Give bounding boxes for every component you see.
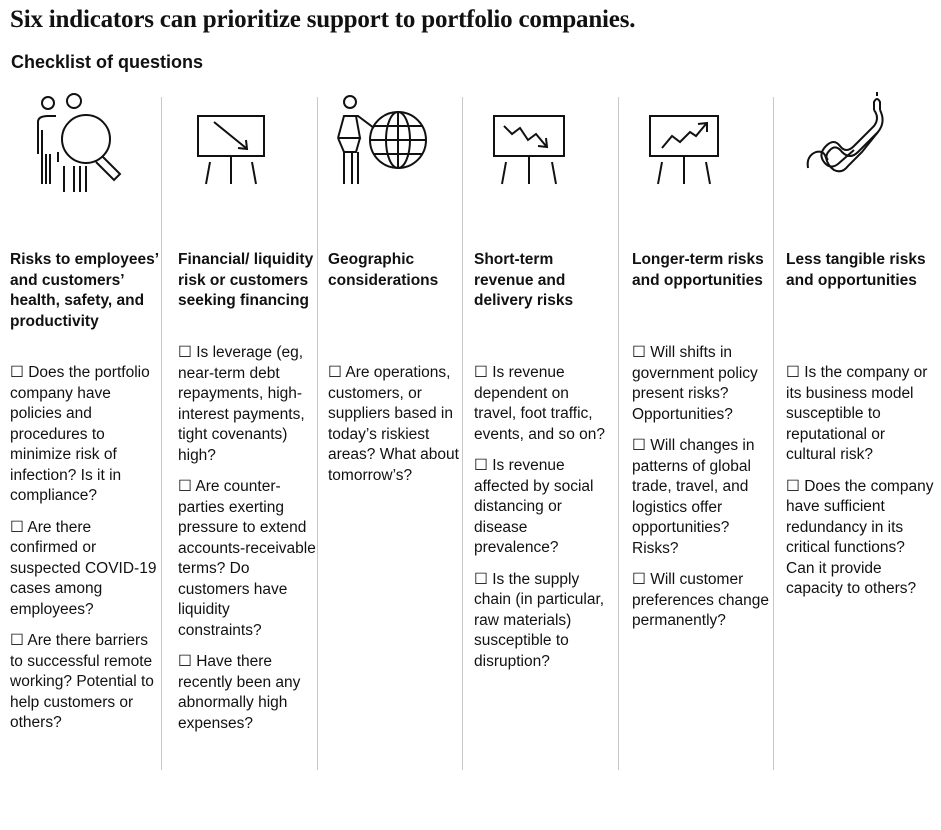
checkbox-icon[interactable]: ☐ <box>632 344 646 361</box>
page-subtitle: Checklist of questions <box>11 52 204 72</box>
checkbox-icon[interactable]: ☐ <box>178 478 192 495</box>
checkbox-icon[interactable]: ☐ <box>632 437 646 454</box>
snake-icon <box>804 92 884 192</box>
checkbox-icon[interactable]: ☐ <box>786 364 800 381</box>
checkbox-icon[interactable]: ☐ <box>328 364 342 381</box>
column-heading: Geographic considerations <box>328 251 439 289</box>
checklist-item[interactable]: ☐ Are operations, customers, or suppliers based in today’s riskiest areas? What about tomorrow’s? <box>328 364 459 484</box>
checklist-item[interactable]: ☐ Does the portfolio company have policies and procedures to minimize risk of infection? Is it in compliance? <box>10 364 150 504</box>
column-divider <box>462 97 463 770</box>
checklist-item[interactable]: ☐ Are there barriers to successful remote working? Potential to help customers or others? <box>10 632 154 731</box>
column-heading: Financial/ liquidity risk or customers seeking financing <box>178 251 314 309</box>
column-heading: Less tangible risks and opportunities <box>786 251 926 289</box>
checkbox-icon[interactable]: ☐ <box>474 364 488 381</box>
checkbox-icon[interactable]: ☐ <box>474 457 488 474</box>
checklist-item[interactable]: ☐ Will changes in patterns of global trade, travel, and logistics offer opportunities? Risks? <box>632 437 755 557</box>
column-divider <box>317 97 318 770</box>
checkbox-icon[interactable]: ☐ <box>178 344 192 361</box>
checklist-item[interactable]: ☐ Will shifts in government policy present risks? Opportunities? <box>632 344 758 423</box>
checklist-item[interactable]: ☐ Is the company or its business model susceptible to reputational or cultural risk? <box>786 364 928 463</box>
checkbox-icon[interactable]: ☐ <box>10 632 24 649</box>
chart-easel-down-icon <box>194 92 274 192</box>
checklist-item[interactable]: ☐ Is revenue affected by social distancing or disease prevalence? <box>474 457 594 556</box>
question-list <box>474 363 614 683</box>
checkbox-icon[interactable]: ☐ <box>632 571 646 588</box>
checklist-item[interactable]: ☐ Is the supply chain (in particular, raw materials) susceptible to disruption? <box>474 570 605 670</box>
column-heading: Risks to employees’ and customers’ health, safety, and productivity <box>10 251 159 330</box>
column-divider <box>161 97 162 770</box>
people-magnifier-icon <box>28 92 148 192</box>
checkbox-icon[interactable]: ☐ <box>178 653 192 670</box>
chart-easel-zigzag-down-icon <box>490 92 570 192</box>
question-list <box>178 343 316 745</box>
checklist-item[interactable]: ☐ Is leverage (eg, near-term debt repayments, high-interest payments, tight covenants) high? <box>178 344 305 464</box>
question-list <box>786 363 936 611</box>
question-list <box>328 363 460 497</box>
column-divider <box>773 97 774 770</box>
checklist-item[interactable]: ☐ Will customer preferences change permanently? <box>632 571 770 629</box>
checkbox-icon[interactable]: ☐ <box>474 570 488 588</box>
checklist-item[interactable]: ☐ Does the company have sufficient redundancy in its critical functions? Can it provide capacity to others? <box>786 477 934 597</box>
checkbox-icon[interactable]: ☐ <box>10 364 24 381</box>
person-globe-icon <box>332 92 432 192</box>
page-title: Six indicators can prioritize support to portfolio companies. <box>10 6 636 33</box>
column-divider <box>618 97 619 770</box>
question-list <box>10 363 160 745</box>
question-list <box>632 343 772 643</box>
checklist-item[interactable]: ☐ Are counter-parties exerting pressure to extend accounts-receivable terms? Do customers have liquidity constraints? <box>178 478 316 639</box>
chart-easel-up-icon <box>646 92 726 192</box>
checkbox-icon[interactable]: ☐ <box>10 518 24 536</box>
checklist-item[interactable]: ☐ Have there recently been any abnormally high expenses? <box>178 653 301 732</box>
checklist-item[interactable]: ☐ Is revenue dependent on travel, foot traffic, events, and so on? <box>474 364 605 443</box>
checkbox-icon[interactable]: ☐ <box>786 477 800 495</box>
checklist-item[interactable]: ☐ Are there confirmed or suspected COVID-19 cases among employees? <box>10 518 157 618</box>
column-heading: Longer-term risks and opportunities <box>632 251 764 289</box>
column-heading: Short-term revenue and delivery risks <box>474 251 574 309</box>
